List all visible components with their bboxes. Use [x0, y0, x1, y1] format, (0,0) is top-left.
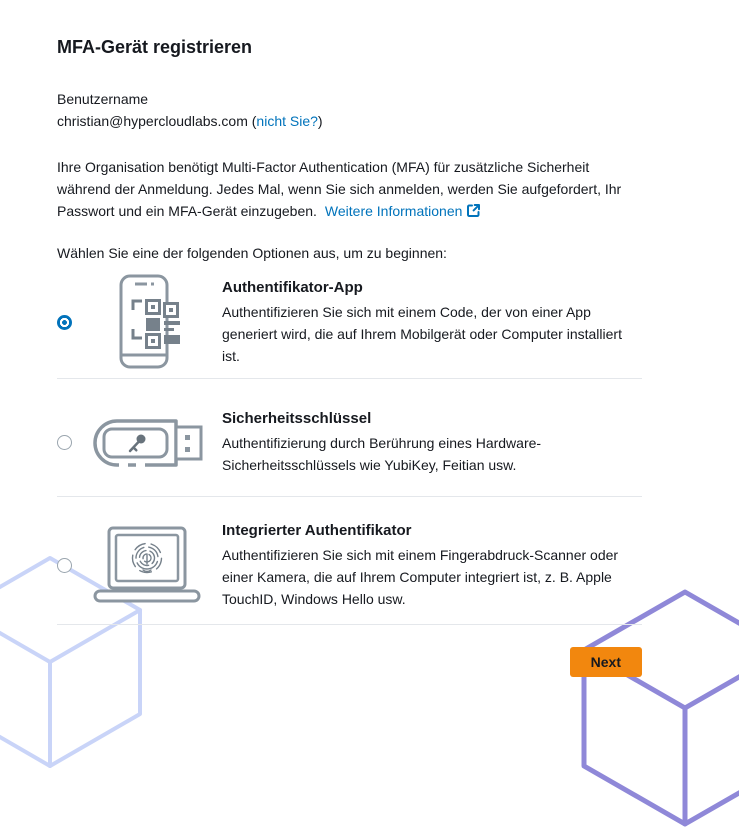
option-description: Authentifizieren Sie sich mit einem Code, der von einer App generiert wird, die auf Ihrem Mobilgerät oder Computer installiert ist. [222, 303, 622, 364]
radio-authenticator-app[interactable] [57, 315, 72, 330]
username-label: Benutzername [57, 91, 149, 107]
username-block [57, 88, 642, 132]
usb-security-key-icon [72, 412, 222, 474]
option-security-key[interactable] [57, 379, 642, 497]
mfa-options-list [57, 268, 642, 625]
radio-built-in-authenticator[interactable] [57, 558, 72, 573]
option-authenticator-app-text [222, 278, 642, 367]
option-title: Sicherheitsschlüssel [222, 410, 372, 427]
option-description: Authentifizierung durch Berührung eines Hardware-Sicherheitsschlüssels wie YubiKey, Feitian usw. [222, 435, 542, 473]
option-title: Authentifikator-App [222, 278, 363, 296]
page-title: MFA-Gerät registrieren [57, 37, 253, 57]
option-title: Integrierter Authentifikator [222, 522, 412, 539]
option-description: Authentifizieren Sie sich mit einem Fingerabdruck-Scanner oder einer Kamera, die auf Ihrem Computer integriert ist, z. B. Apple TouchID, Windows Hello usw. [222, 547, 619, 607]
intro-paragraph [57, 156, 642, 224]
paren-open: ( [251, 113, 257, 129]
next-button[interactable]: Next [570, 647, 642, 677]
radio-security-key[interactable] [57, 435, 72, 450]
paren-close: ) [317, 113, 323, 129]
option-authenticator-app[interactable] [57, 268, 642, 379]
username-value: christian@hypercloudlabs.com [57, 113, 248, 129]
footer-actions [57, 647, 642, 677]
options-prompt: Wählen Sie eine der folgenden Optionen aus, um zu beginnen: [57, 245, 447, 261]
option-built-in-authenticator-text [222, 521, 642, 610]
not-you-link[interactable]: nicht Sie? [256, 113, 318, 129]
external-link-icon[interactable] [466, 202, 481, 224]
mfa-registration-panel [57, 36, 642, 677]
smartphone-qr-code-icon [72, 274, 222, 370]
intro-text: Ihre Organisation benötigt Multi-Factor Authentication (MFA) für zusätzliche Sicherheit während der Anmeldung. Jedes Mal, wenn Sie sich anmelden, werden Sie aufgefordert, Ihr Passwort und ein MFA-Gerät einzugeben. [57, 159, 622, 219]
username-line [57, 110, 642, 132]
option-security-key-text [222, 409, 642, 476]
option-built-in-authenticator[interactable] [57, 497, 642, 625]
learn-more-link[interactable]: Weitere Informationen [324, 203, 463, 219]
laptop-fingerprint-icon [72, 525, 222, 607]
